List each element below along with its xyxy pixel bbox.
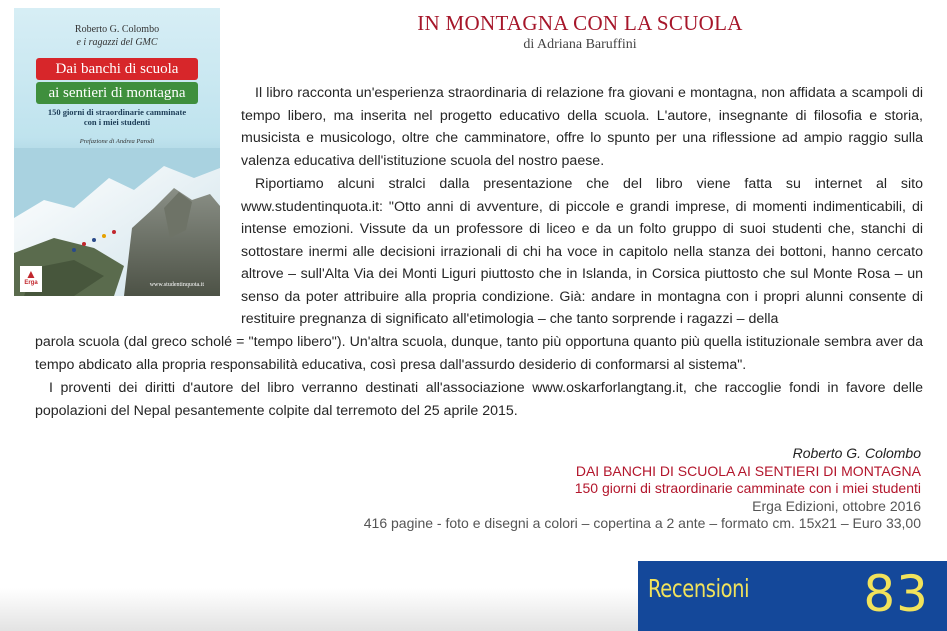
credits-author: Roberto G. Colombo: [792, 445, 921, 461]
cover-url: www.studentinquota.it: [149, 282, 204, 288]
section-label: Recensioni: [648, 574, 750, 603]
cover-title-line1: Dai banchi di scuola: [36, 58, 198, 80]
credits-details: 416 pagine - foto e disegni a colori – copertina a 2 ante – formato cm. 15x21 – Euro 33,00: [363, 515, 921, 531]
cover-title-line2: ai sentieri di montagna: [36, 82, 198, 104]
publisher-logo-icon: ▲: [25, 267, 37, 281]
page-number: 83: [863, 565, 929, 623]
publisher-logo-text: Erga: [24, 280, 38, 286]
cover-subtitle: [24, 107, 210, 127]
section-footer-band: [638, 561, 947, 631]
cover-mountain-photo: [14, 148, 220, 296]
book-cover-image: [14, 8, 220, 296]
article-title: IN MONTAGNA CON LA SCUOLA: [417, 11, 743, 35]
article-paragraph-2-part-2: parola scuola (dal greco scholé = "tempo libero"). Un'altra scuola, dunque, tanto più opportuna quanto più quella istituzionale sembra aver da tempo abdicato alla propria responsabilità educativa, così presa dall'assurdo desiderio di conformarsi al sistema".: [35, 334, 923, 373]
credits-title: DAI BANCHI DI SCUOLA AI SENTIERI DI MONTAGNA: [575, 462, 921, 479]
publisher-logo: [20, 266, 42, 292]
article-paragraph-3: I proventi dei diritti d'autore del libro verranno destinati all'associazione www.oskarforlangtang.it, che raccoglie fondi in favore delle popolazioni del Nepal pesantemente colpite dal terremoto del 25 aprile 2015.: [35, 380, 923, 419]
article-byline: di Adriana Baruffini: [523, 37, 637, 52]
credits-subtitle: 150 giorni di straordinarie camminate con i miei studenti: [574, 480, 921, 496]
cover-author: Roberto G. Colombo: [74, 24, 160, 35]
book-credits: [364, 445, 921, 533]
cover-coauthors: e i ragazzi del GMC: [76, 37, 158, 48]
cover-subtitle-line2: con i miei studenti: [83, 117, 151, 127]
cover-subtitle-line1: 150 giorni di straordinarie camminate: [47, 107, 187, 117]
article-paragraph-1: Il libro racconta un'esperienza straordinaria di relazione fra giovani e montagna, non affidata a scampoli di tempo libero, ma inserita nel progetto educativo della scuola. L'autore, insegnante di filosofia e storia, musicista e musicologo, oltre che camminatore, offre lo spunto per una riflessione ad ampio raggio sulla valenza educativa dell'istituzione scuola del nostro paese.: [241, 85, 923, 169]
article-paragraph-2-part-1: Riportiamo alcuni stralci dalla presentazione che del libro viene fatta su internet al sito www.studentinquota.it: "Otto anni di avventure, di piccole e grandi imprese, di momenti indimenticabili, di intense emozioni. Vissute da un professore di liceo e da un folto gruppo di suoi studenti che, stanchi di sottostare inermi alle decisioni irrazionali di chi ha voce in capitolo nella stanza dei bottoni, hanno cercato altrove – sull'Alta Via dei Monti Liguri piuttosto che in Islanda, in Corsica piuttosto che sul Monte Rosa – un senso da poter attribuire alla propria condizione. Già: andare in montagna con i propri alunni consente di restituire pregnanza di significato all'etimologia – che tanto sorprende i ragazzi – della: [241, 176, 923, 327]
page-bottom-shadow: [0, 588, 640, 631]
credits-publisher: Erga Edizioni, ottobre 2016: [752, 497, 921, 514]
cover-preface: Prefazione di Andrea Parodi: [79, 138, 155, 145]
